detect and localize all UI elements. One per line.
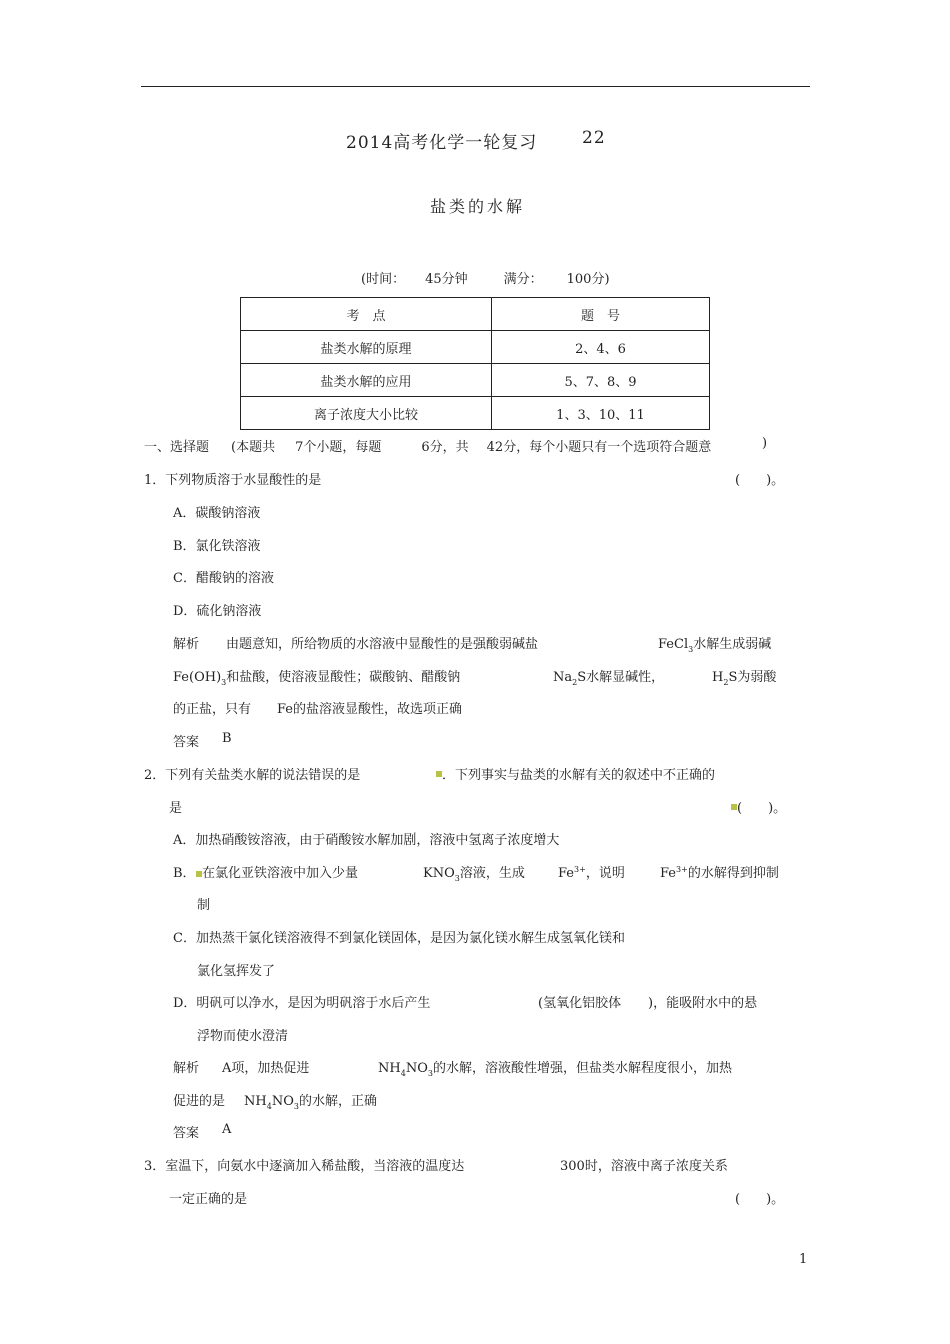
q1-option-d: D．硫化钠溶液 (173, 604, 262, 619)
q1-analysis-line2c: $H_2S$为弱酸 (712, 670, 777, 687)
q2-option-b-text: 在氯化亚铁溶液中加入少量 (202, 866, 359, 881)
q2-answer-paren: ( )。 (737, 801, 787, 816)
q1-analysis-line2b: $Na_2S$水解显碱性， (553, 670, 665, 687)
header-rule (141, 86, 810, 87)
q2-option-b-wrap: 制 (197, 898, 211, 913)
q2-stem: 2．下列有关盐类水解的说法错误的是 (144, 768, 361, 783)
table-row (241, 331, 710, 364)
q2-answer-label: 答案 (173, 1126, 200, 1141)
page-title-number: 22 (582, 128, 606, 148)
q1-analysis-line2a: $Fe(OH)_3$和盐酸，使溶液显酸性；碳酸钠、醋酸钠 (173, 670, 461, 687)
q1-analysis-line1: 由题意知，所给物质的水溶液中显酸性的是强酸弱碱盐 (226, 637, 539, 652)
q2-option-d: D．明矾可以净水，是因为明矾溶于水后产生 (173, 996, 431, 1011)
q2-stem-end: 是 (169, 801, 209, 816)
q1-analysis-line3a: 的正盐，只有 (173, 702, 252, 717)
table-header-topic: 考 点 (241, 298, 492, 331)
q2-option-a: A．加热硝酸铵溶液，由于硝酸铵水解加剧，溶液中氢离子浓度增大 (173, 833, 560, 848)
q2-option-b-fe3-b: $Fe^{3+}$的水解得到抑制 (660, 865, 779, 881)
q3-stem: 3．室温下，向氨水中逐滴加入稀盐酸，当溶液的温度达 (144, 1159, 465, 1174)
q2-option-d-colloid: (氢氧化铝胶体 (538, 996, 622, 1011)
q1-option-b: B．氯化铁溶液 (173, 539, 261, 554)
q1-option-a: A．碳酸钠溶液 (173, 506, 261, 521)
q1-option-c: C．醋酸钠的溶液 (173, 571, 274, 586)
q2-option-d-rest: )，能吸附水中的悬 (648, 996, 758, 1011)
page-title: 2014高考化学一轮复习 (346, 133, 538, 153)
q2-analysis-line2a: 促进的是 (173, 1094, 226, 1109)
q3-stem-end: 一定正确的是 (169, 1192, 274, 1207)
table-cell: 5、7、8、9 (492, 364, 710, 397)
q1-analysis-line3b: Fe的盐溶液显酸性，故选项正确 (277, 702, 463, 717)
q1-analysis-label: 解析 (173, 637, 200, 652)
q1-answer: B (222, 731, 232, 746)
table-header-number: 题 号 (492, 298, 710, 331)
q1-stem: 1．下列物质溶于水显酸性的是 (144, 473, 322, 488)
q2-option-d-wrap: 浮物而使水澄清 (197, 1029, 289, 1044)
page-number: 1 (799, 1252, 808, 1267)
table-cell: 盐类水解的应用 (241, 364, 492, 397)
q1-analysis-formula-fecl3: FeCl$_3$水解生成弱碱 (658, 637, 772, 654)
q1-answer-label: 答案 (173, 735, 200, 750)
table-cell: 1、3、10、11 (492, 397, 710, 430)
q2-option-b-kno3: $KNO_3$溶液，生成 (423, 866, 525, 883)
q1-answer-paren: ( )。 (735, 473, 785, 488)
table-cell: 盐类水解的原理 (241, 331, 492, 364)
q2-stem-continued: ．下列事实与盐类的水解有关的叙述中不正确的 (442, 768, 716, 783)
topic-table (240, 297, 710, 430)
q2-option-b-fe3-a: $Fe^{3+}$，说明 (558, 865, 625, 881)
q2-answer: A (222, 1122, 232, 1137)
table-row (241, 397, 710, 430)
table-row (241, 364, 710, 397)
q2-option-c: C．加热蒸干氯化镁溶液得不到氯化镁固体，是因为氯化镁水解生成氢氧化镁和 (173, 931, 625, 946)
q3-stem-continued: 300时，溶液中离子浓度关系 (560, 1159, 728, 1174)
q2-option-c-wrap: 氯化氢挥发了 (197, 964, 276, 979)
table-header-row (241, 298, 710, 331)
q2-option-b-label: B． (173, 866, 196, 881)
q2-analysis-line2b: $NH_4NO_3$的水解，正确 (244, 1094, 377, 1111)
table-cell: 离子浓度大小比较 (241, 397, 492, 430)
page-subtitle: 盐类的水解 (430, 197, 526, 216)
q2-analysis-line1a: A项，加热促进 (222, 1061, 310, 1076)
section-note-close: ) (762, 436, 768, 451)
time-score-line: (时间： 45分钟 满分： 100分) (361, 272, 610, 287)
q2-analysis-label: 解析 (173, 1061, 200, 1076)
q3-answer-paren: ( )。 (735, 1192, 785, 1207)
table-cell: 2、4、6 (492, 331, 710, 364)
q2-analysis-line1b: $NH_4NO_3$的水解，溶液酸性增强，但盐类水解程度很小，加热 (378, 1061, 732, 1078)
section-heading: 一、选择题 (本题共 7个小题，每题 6分，共 42分，每个小题只有一个选项符合题意 (144, 440, 712, 455)
